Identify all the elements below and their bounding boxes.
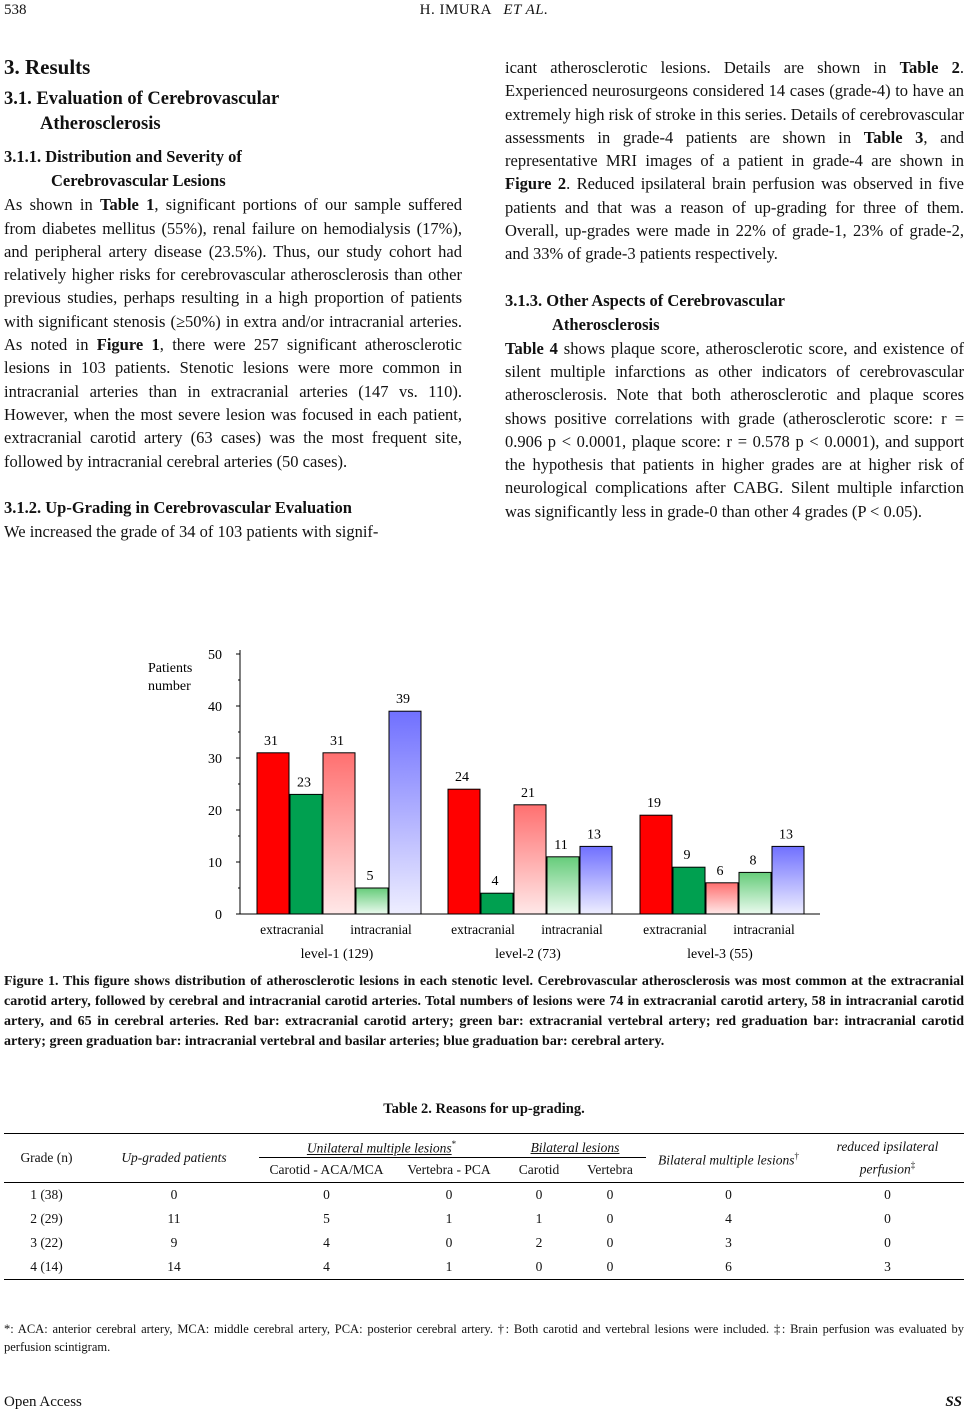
figure1-ref: Figure 1 xyxy=(96,335,160,355)
running-title-et-al: ET AL. xyxy=(503,2,549,18)
table-cell: 14 xyxy=(167,1258,181,1274)
header-unilateral xyxy=(259,1134,504,1158)
header-carotid: Carotid xyxy=(504,1157,574,1182)
subsubsection-3-line1: 3.1.3. Other Aspects of Cerebrovascular xyxy=(505,290,786,310)
table-cell: 0 xyxy=(535,1258,543,1274)
data-label: 9 xyxy=(683,848,691,864)
section-title: 3. Results xyxy=(4,55,91,79)
table-cell: 5 xyxy=(323,1210,330,1226)
table-cell: 9 xyxy=(170,1234,178,1250)
table-row xyxy=(4,1207,964,1231)
table2-ref: Table 2 xyxy=(899,58,960,77)
data-label: 5 xyxy=(366,869,374,884)
subsubsection-title-1 xyxy=(4,145,462,193)
para2-text-d: . Reduced ipsilateral brain perfusion was observed in five patients and that was a reason of up-grading for three of them. Overall, up-grades were made in 22% of grade-1, 23% of grade-2, and 33% of grade-3 patients respectively. xyxy=(505,174,964,264)
x-sublabel: extracranial xyxy=(451,922,515,937)
table-cell: 0 xyxy=(606,1234,614,1250)
bar xyxy=(389,711,421,914)
data-label: 11 xyxy=(554,837,568,853)
header-perfusion xyxy=(811,1134,964,1183)
subsubsection-1-line1: 3.1.1. Distribution and Severity of xyxy=(4,147,242,167)
header-bilateral-label: Bilateral lesions xyxy=(530,1139,620,1155)
table-cell: 1 (38) xyxy=(30,1186,63,1202)
data-label: 6 xyxy=(716,863,724,879)
subsubsection-title-2: 3.1.2. Up-Grading in Cerebrovascular Evaluation xyxy=(4,497,352,517)
header-perfusion-label: reduced ipsilateral perfusion xyxy=(836,1138,939,1176)
table-cell: 3 xyxy=(884,1258,891,1274)
bar xyxy=(640,815,672,914)
x-sublabel: intracranial xyxy=(541,922,603,937)
footer-open-access: Open Access xyxy=(4,1394,82,1410)
paragraph-upgrading-start: We increased the grade of 34 of 103 patients with signif- xyxy=(4,521,379,541)
data-label: 31 xyxy=(330,733,344,749)
bar xyxy=(739,872,771,914)
data-label: 4 xyxy=(491,874,499,890)
table-cell: 3 xyxy=(725,1234,732,1250)
para2-text-b: . Experienced neurosurgeons considered 14 cases (grade-4) to have an extremely high risk of stroke in this series. Details of cerebrovascular assessments in grade-4 patients are shown in xyxy=(505,58,964,147)
bar xyxy=(448,789,480,914)
header-upgraded: Up-graded patients xyxy=(121,1149,227,1165)
x-sublabel: intracranial xyxy=(350,922,412,937)
para1-text-c: , there were 257 significant atherosclerotic lesions in 103 patients. Stenotic lesions were more common in intracranial arteries than in extracranial arteries (147 vs. 110). However, when the most severe lesion was focused in each patient, extracranial carotid artery (63 cases) was the most frequent site, followed by intracranial cerebral arteries (50 cases). xyxy=(4,335,462,471)
page-number: 538 xyxy=(4,2,27,18)
figure1-caption: Figure 1. This figure shows distribution of atherosclerotic lesions in each stenotic level. Cerebrovascular atherosclerosis was most common at the extracranial carotid artery, followed by cerebral and intracranial carotid arteries. Total numbers of lesions were 74 in extracranial carotid artery, 58 in intracranial carotid artery, and 65 in cerebral arteries. Red bar: extracranial carotid artery; green bar: extracranial vertebral artery; red graduation bar: intracranial carotid artery; green graduation bar: intracranial vertebral and basilar arteries; blue graduation bar: cerebral artery. xyxy=(4,974,964,1049)
para2-text-c: , and representative MRI images of a patient in grade-4 are shown in xyxy=(505,127,964,171)
data-label: 23 xyxy=(297,775,311,791)
x-sublabel: extracranial xyxy=(260,922,324,937)
table-cell: 0 xyxy=(884,1234,891,1250)
header-grade: Grade (n) xyxy=(20,1149,73,1165)
table-row xyxy=(4,1182,964,1207)
paragraph-other-aspects xyxy=(505,337,964,523)
paragraph-distribution xyxy=(4,193,462,473)
header-perfusion-mark: ‡ xyxy=(910,1159,916,1170)
table-cell: 0 xyxy=(606,1258,614,1274)
table-cell: 11 xyxy=(167,1210,181,1226)
x-group-label: level-1 (129) xyxy=(300,947,374,962)
bar xyxy=(580,846,612,914)
y-axis-label: number xyxy=(148,679,191,694)
table-cell: 0 xyxy=(445,1234,453,1250)
running-title xyxy=(0,2,968,19)
subsubsection-1-line2: Cerebrovascular Lesions xyxy=(51,171,226,191)
para3-text: shows plaque score, atherosclerotic score, and existence of silent multiple infarctions as other indicators of cerebrovascular atherosclerosis. Note that both atherosclerotic and plaque scores shows positive correlations with grade (atherosclerotic score: r = 0.906 p < 0.0001, plaque score: r = 0.578 p < 0.0001), and support the hypothesis that patients in higher grades are at higher risk of neurological complications after CABG. Silent multiple infarction was significantly less in grade-0 than other 4 grades (P < 0.05). xyxy=(505,338,964,521)
bar xyxy=(706,883,738,914)
table2-footnote: *: ACA: anterior cerebral artery, MCA: middle cerebral artery, PCA: posterior cerebral artery. †: Both carotid and vertebral lesions were included. ‡: Brain perfusion was evaluated by perfusion scintigram. xyxy=(4,1322,964,1354)
table-cell: 1 xyxy=(445,1258,453,1274)
data-label: 39 xyxy=(396,692,410,708)
subsection-title xyxy=(4,87,462,137)
table-row xyxy=(4,1255,964,1280)
table-cell: 0 xyxy=(884,1186,891,1202)
right-column xyxy=(505,56,964,523)
table-cell: 6 xyxy=(725,1258,732,1274)
y-tick-label: 20 xyxy=(208,804,222,819)
x-sublabel: intracranial xyxy=(733,922,795,937)
table-cell: 3 (22) xyxy=(30,1234,63,1250)
table1-ref: Table 1 xyxy=(100,195,155,215)
figure2-ref: Figure 2 xyxy=(505,174,567,194)
table-cell: 0 xyxy=(170,1186,178,1202)
footer-journal: SS xyxy=(945,1394,962,1410)
table-cell: 2 (29) xyxy=(30,1210,63,1226)
running-title-author: H. IMURA xyxy=(419,2,492,18)
bar xyxy=(356,888,388,914)
y-tick-label: 50 xyxy=(208,648,222,663)
para2-text-a: icant atherosclerotic lesions. Details are shown in xyxy=(505,58,900,77)
table4-ref: Table 4 xyxy=(505,338,558,358)
data-label: 8 xyxy=(749,853,757,869)
header-vertebra-pca: Vertebra - PCA xyxy=(394,1157,504,1182)
subsection-title-line2: Atherosclerosis xyxy=(40,114,161,135)
table2 xyxy=(4,1133,964,1280)
bar xyxy=(514,805,546,914)
data-label: 13 xyxy=(779,827,793,843)
table-cell: 0 xyxy=(725,1186,732,1202)
table-cell: 4 xyxy=(323,1258,330,1274)
table2-caption: Table 2. Reasons for up-grading. xyxy=(383,1101,585,1117)
y-tick-label: 10 xyxy=(208,856,222,871)
y-axis-label: Patients xyxy=(148,661,193,676)
data-label: 19 xyxy=(647,796,661,812)
bar xyxy=(323,753,355,914)
table-cell: 4 (14) xyxy=(30,1258,63,1274)
paragraph-upgrading-cont xyxy=(505,56,964,266)
left-column xyxy=(4,52,462,543)
bar xyxy=(772,846,804,914)
table-cell: 0 xyxy=(884,1210,891,1226)
data-label: 21 xyxy=(521,785,535,801)
header-bilateral-multiple-label: Bilateral multiple lesions xyxy=(658,1152,795,1167)
bar xyxy=(290,794,322,914)
header-bilateral-multiple-mark: † xyxy=(794,1150,799,1161)
subsection-title-line1: 3.1. Evaluation of Cerebrovascular xyxy=(4,89,280,110)
bar xyxy=(481,893,513,914)
bar-chart-svg xyxy=(140,640,840,970)
header-carotid-aca: Carotid - ACA/MCA xyxy=(259,1157,394,1182)
header-vertebra: Vertebra xyxy=(574,1157,646,1182)
table-cell: 4 xyxy=(323,1234,330,1250)
table-cell: 0 xyxy=(606,1186,614,1202)
table-cell: 0 xyxy=(323,1186,330,1202)
figure1-chart xyxy=(140,640,840,970)
header-bilateral-multiple xyxy=(646,1134,811,1183)
bar xyxy=(547,857,579,914)
y-tick-label: 0 xyxy=(215,908,222,923)
x-group-label: level-2 (73) xyxy=(495,947,561,962)
table-cell: 2 xyxy=(535,1234,543,1250)
para1-text-b: , significant portions of our sample suffered from diabetes mellitus (55%), renal failure on hemodialysis (17%), and peripheral artery disease (23.5%). Thus, our study cohort had relatively higher risks for cerebrovascular atherosclerosis than other previous studies, perhaps resulting in a high proportion of patients with significant stenosis (≥50%) in extra and/or intracranial arteries. As noted in xyxy=(4,195,463,355)
table-cell: 0 xyxy=(606,1210,614,1226)
y-tick-label: 40 xyxy=(208,700,222,715)
x-group-label: level-3 (55) xyxy=(687,947,753,962)
header-unilateral-mark: * xyxy=(451,1139,457,1149)
data-label: 24 xyxy=(455,770,469,786)
x-sublabel: extracranial xyxy=(643,922,707,937)
table-cell: 4 xyxy=(725,1210,732,1226)
table-cell: 1 xyxy=(535,1210,543,1226)
header-bilateral xyxy=(504,1134,646,1158)
table-row xyxy=(4,1231,964,1255)
table-cell: 0 xyxy=(535,1186,543,1202)
table3-ref: Table 3 xyxy=(863,127,924,147)
para1-text-a: As shown in xyxy=(4,195,101,215)
bar xyxy=(257,753,289,914)
subsubsection-title-3 xyxy=(505,289,964,337)
header-unilateral-label: Unilateral multiple lesions xyxy=(306,1140,452,1156)
data-label: 31 xyxy=(264,733,278,749)
table-cell: 0 xyxy=(445,1186,453,1202)
y-tick-label: 30 xyxy=(208,752,222,767)
bar xyxy=(673,867,705,914)
data-label: 13 xyxy=(587,827,601,843)
table-cell: 1 xyxy=(445,1210,453,1226)
subsubsection-3-line2: Atherosclerosis xyxy=(552,314,660,334)
